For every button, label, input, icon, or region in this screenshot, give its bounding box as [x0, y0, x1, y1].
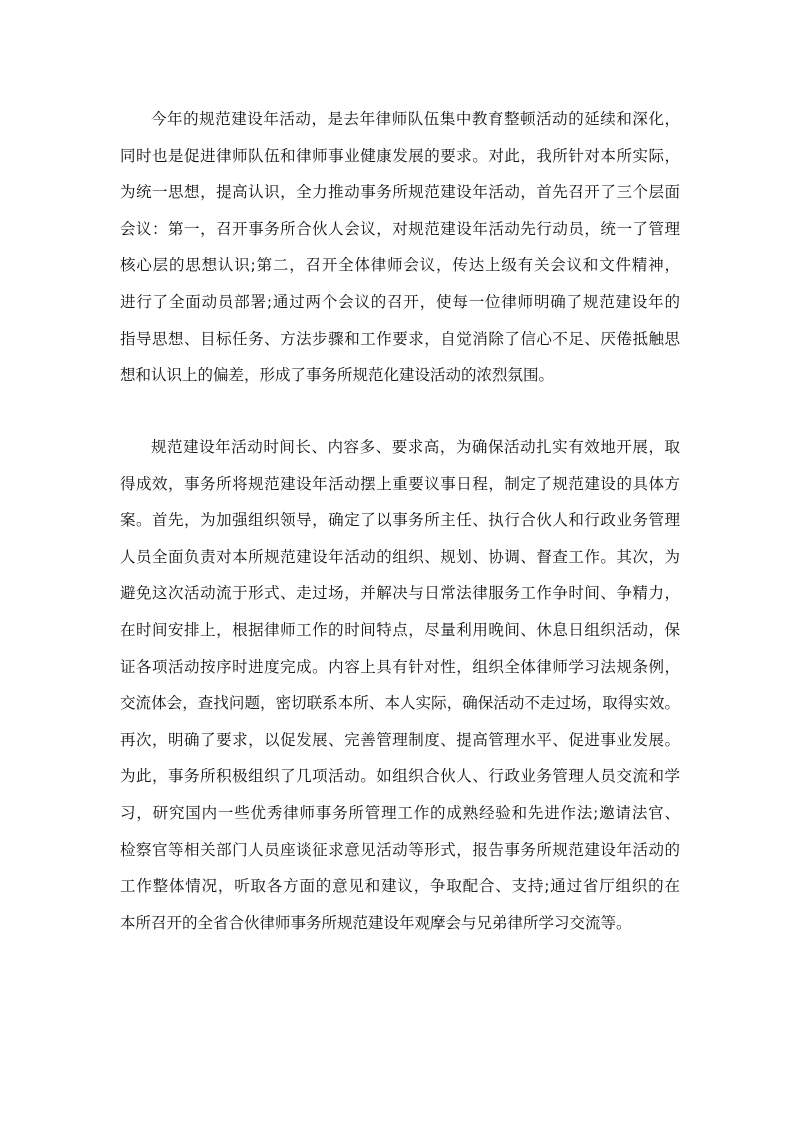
paragraph-line: 检察官等相关部门人员座谈征求意见活动等形式，报告事务所规范建设年活动的	[120, 840, 680, 859]
paragraph-line: 同时也是促进律师队伍和律师事业健康发展的要求。对此，我所针对本所实际，	[120, 146, 680, 165]
paragraph-line: 为此，事务所积极组织了几项活动。如组织合伙人、行政业务管理人员交流和学	[120, 767, 680, 786]
paragraph-line: 指导思想、目标任务、方法步骤和工作要求，自觉消除了信心不足、厌倦抵触思	[120, 329, 680, 348]
paragraph-line: 为统一思想，提高认识，全力推动事务所规范建设年活动，首先召开了三个层面	[120, 183, 680, 202]
paragraph-line: 想和认识上的偏差，形成了事务所规范化建设活动的浓烈氛围。	[120, 366, 555, 385]
paragraph-line: 会议：第一，召开事务所合伙人会议，对规范建设年活动先行动员，统一了管理	[120, 219, 680, 238]
paragraph-line: 交流体会，查找问题，密切联系本所、本人实际，确保活动不走过场，取得实效。	[120, 694, 680, 713]
paragraph-line: 工作整体情况，听取各方面的意见和建议，争取配合、支持;通过省厅组织的在	[120, 877, 680, 896]
paragraph-line: 再次，明确了要求，以促发展、完善管理制度、提高管理水平、促进事业发展。	[120, 730, 680, 749]
paragraph-line: 核心层的思想认识;第二，召开全体律师会议，传达上级有关会议和文件精神，	[120, 256, 680, 275]
paragraph-line: 习，研究国内一些优秀律师事务所管理工作的成熟经验和先进作法;邀请法官、	[120, 803, 680, 822]
paragraph-line: 得成效，事务所将规范建设年活动摆上重要议事日程，制定了规范建设的具体方	[120, 474, 680, 493]
paragraph-line: 今年的规范建设年活动，是去年律师队伍集中教育整顿活动的延续和深化，	[151, 110, 680, 128]
paragraph-line: 证各项活动按序时进度完成。内容上具有针对性，组织全体律师学习法规条例，	[120, 657, 680, 676]
paragraph-line: 案。首先，为加强组织领导，确定了以事务所主任、执行合伙人和行政业务管理	[120, 511, 680, 530]
paragraph-line: 进行了全面动员部署;通过两个会议的召开，使每一位律师明确了规范建设年的	[120, 292, 680, 311]
paragraph-line: 本所召开的全省合伙律师事务所规范建设年观摩会与兄弟律所学习交流等。	[120, 913, 632, 932]
paragraph-line: 人员全面负责对本所规范建设年活动的组织、规划、协调、督查工作。其次，为	[120, 547, 680, 566]
paragraph-line: 避免这次活动流于形式、走过场，并解决与日常法律服务工作争时间、争精力，	[120, 584, 680, 603]
paragraph-line: 在时间安排上，根据律师工作的时间特点，尽量利用晚间、休息日组织活动，保	[120, 620, 680, 639]
paragraph-1	[120, 101, 680, 394]
paragraph-line: 规范建设年活动时间长、内容多、要求高，为确保活动扎实有效地开展，取	[151, 438, 680, 456]
paragraph-2	[120, 429, 680, 941]
